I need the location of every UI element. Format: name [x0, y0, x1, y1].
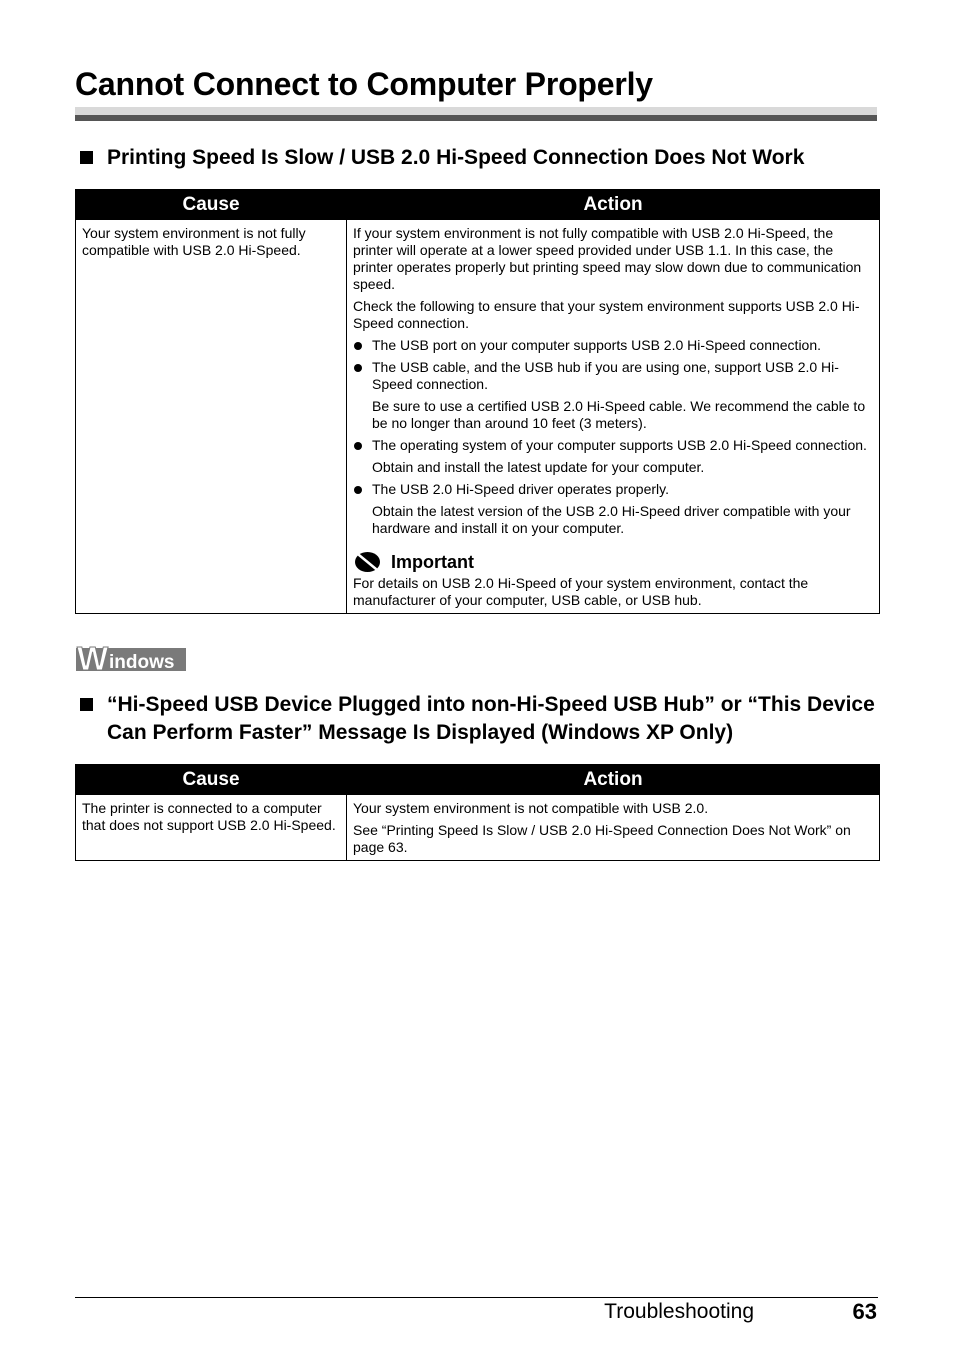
cause-cell [76, 795, 347, 861]
table-row [76, 795, 880, 861]
list-item [353, 481, 873, 498]
list-item-note: Obtain and install the latest update for your computer. [372, 459, 705, 475]
cause-action-table-usb-speed [75, 189, 880, 614]
action-paragraph: Check the following to ensure that your system environment supports USB 2.0 Hi-Speed connection. [353, 298, 860, 331]
check-list [353, 481, 873, 498]
bullet-dot-icon [354, 342, 362, 350]
windows-badge-text: indows [109, 652, 175, 672]
table-header-row [76, 190, 880, 220]
important-icon [354, 551, 381, 573]
cause-action-table-hi-speed-message [75, 764, 880, 861]
check-list [353, 359, 873, 393]
action-header: Action [347, 190, 880, 220]
footer-section-name: Troubleshooting [604, 1300, 754, 1323]
action-paragraph: See “Printing Speed Is Slow / USB 2.0 Hi-Speed Connection Does Not Work” on page 63. [353, 822, 851, 855]
list-item [353, 359, 873, 393]
list-item-note: Be sure to use a certified USB 2.0 Hi-Speed cable. We recommend the cable to be no longer than around 10 feet (3 meters). [372, 398, 866, 431]
cause-header: Cause [76, 765, 347, 795]
square-bullet-icon [80, 698, 93, 711]
action-header: Action [347, 765, 880, 795]
action-paragraph: If your system environment is not fully compatible with USB 2.0 Hi-Speed, the printer will operate at a lower speed provided under USB 1.1. In this case, the printer operates properly but printing speed may slow down due to communication speed. [353, 225, 862, 292]
check-list [353, 337, 873, 354]
page-number: 63 [852, 1299, 877, 1324]
page-title: Cannot Connect to Computer Properly [75, 66, 653, 102]
list-item-text: The USB cable, and the USB hub if you are using one, support USB 2.0 Hi-Speed connection. [372, 359, 839, 392]
action-cell [347, 795, 880, 861]
bullet-dot-icon [354, 442, 362, 450]
cause-text: The printer is connected to a computer that does not support USB 2.0 Hi-Speed. [82, 800, 336, 833]
table-header-row [76, 765, 880, 795]
check-list [353, 437, 873, 454]
bullet-dot-icon [354, 364, 362, 372]
important-heading [353, 551, 873, 575]
list-item-note: Obtain the latest version of the USB 2.0 Hi-Speed driver compatible with your hardware and install it on your computer. [372, 503, 851, 536]
footer-rule [75, 1297, 878, 1298]
important-label: Important [391, 552, 474, 572]
bullet-dot-icon [354, 486, 362, 494]
section-heading-usb-speed [75, 144, 885, 172]
square-bullet-icon [80, 151, 93, 164]
list-item-text: The USB 2.0 Hi-Speed driver operates properly. [372, 481, 669, 497]
list-item-text: The operating system of your computer supports USB 2.0 Hi-Speed connection. [372, 437, 867, 453]
windows-badge-icon [76, 640, 187, 672]
section-heading-text: Printing Speed Is Slow / USB 2.0 Hi-Speed Connection Does Not Work [107, 146, 805, 169]
list-item [353, 337, 873, 354]
action-cell [347, 220, 880, 614]
cause-header: Cause [76, 190, 347, 220]
title-rule [75, 107, 877, 121]
table-row [76, 220, 880, 614]
important-text: For details on USB 2.0 Hi-Speed of your system environment, contact the manufacturer of your computer, USB cable, or USB hub. [353, 575, 809, 608]
list-item-text: The USB port on your computer supports USB 2.0 Hi-Speed connection. [372, 337, 822, 353]
cause-text: Your system environment is not fully compatible with USB 2.0 Hi-Speed. [82, 225, 306, 258]
list-item [353, 437, 873, 454]
windows-badge-letter: W [77, 640, 109, 672]
section-heading-hi-speed-message [75, 691, 885, 747]
action-paragraph: Your system environment is not compatible with USB 2.0. [353, 800, 709, 816]
section-heading-text: “Hi-Speed USB Device Plugged into non-Hi-Speed USB Hub” or “This Device Can Perform Faster” Message Is Displayed (Windows XP Only) [107, 693, 875, 744]
cause-cell [76, 220, 347, 614]
